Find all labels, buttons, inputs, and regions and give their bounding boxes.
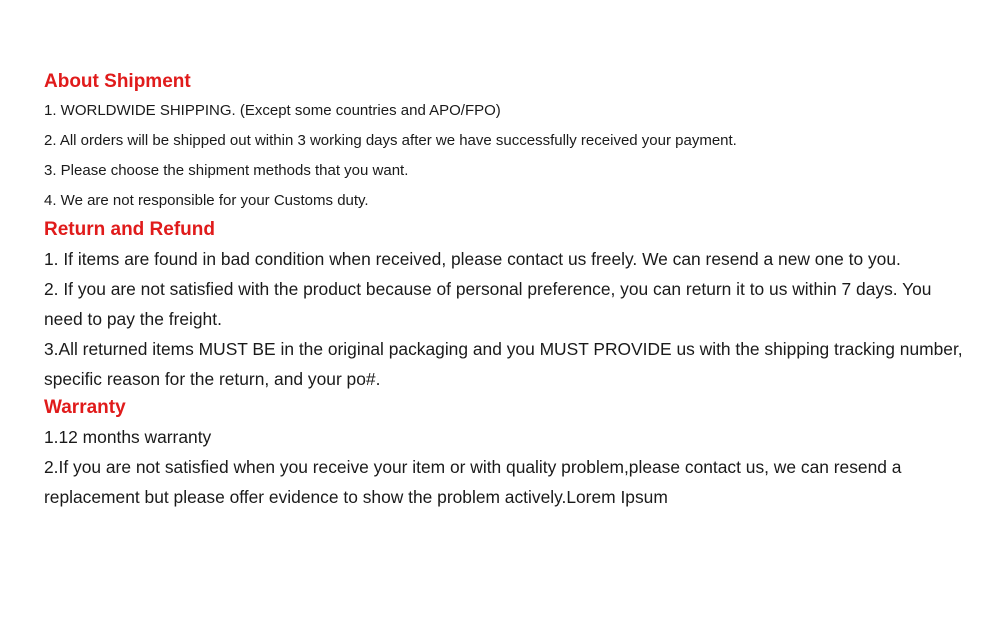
shipment-item: 1. WORLDWIDE SHIPPING. (Except some countries and APO/FPO) (44, 102, 501, 119)
refund-item: 1. If items are found in bad condition when received, please contact us freely. We can resend a new one to you. (44, 249, 901, 269)
warranty-item: 2.If you are not satisfied when you receive your item or with quality problem,please contact us, we can resend a replacement but please offer evidence to show the problem actively.Lorem Ipsum (44, 457, 902, 507)
refund-item: 3.All returned items MUST BE in the original packaging and you MUST PROVIDE us with the shipping tracking number, specific reason for the return, and your po#. (44, 339, 963, 389)
warranty-item: 1.12 months warranty (44, 427, 212, 447)
shipment-item: 2. All orders will be shipped out within 3 working days after we have successfully received your payment. (44, 132, 737, 149)
shipment-section (44, 68, 974, 216)
warranty-heading: Warranty (44, 397, 126, 418)
refund-section (44, 216, 974, 394)
refund-heading: Return and Refund (44, 219, 215, 240)
warranty-section (44, 394, 974, 512)
shipment-item: 3. Please choose the shipment methods that you want. (44, 162, 409, 179)
shipment-heading: About Shipment (44, 71, 191, 92)
policy-document (44, 68, 974, 512)
refund-item: 2. If you are not satisfied with the product because of personal preference, you can return it to us within 7 days. You need to pay the freight. (44, 279, 932, 329)
shipment-item: 4. We are not responsible for your Customs duty. (44, 192, 369, 209)
